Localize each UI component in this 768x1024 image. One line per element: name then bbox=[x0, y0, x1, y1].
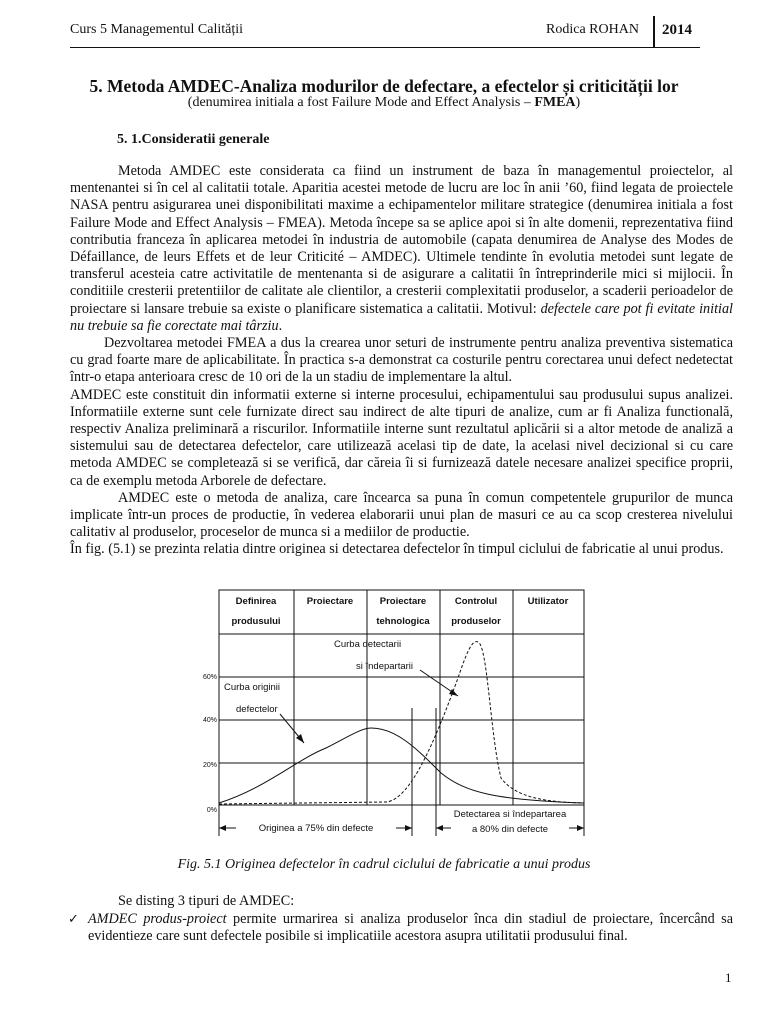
col-4-line1: Controlul bbox=[454, 596, 498, 607]
header-year: 2014 bbox=[662, 22, 692, 38]
checkmark-icon: ✓ bbox=[68, 912, 79, 927]
paragraph-4: AMDEC este o metoda de analiza, care încearca sa puna în comun competentele grupurilor de munca implicate într-un proces de productie, în vederea elaborarii unui plan de masuri ce au ca scop cresterea nivelului calitativ al produselor, proceselor de munca si a mediilor de productie. bbox=[70, 489, 733, 541]
col-4-line2: produselor bbox=[451, 616, 501, 627]
label-detect-line2: si îndepartarii bbox=[356, 661, 414, 672]
label-origin-line1: Curba originii bbox=[224, 682, 280, 693]
types-intro: Se disting 3 tipuri de AMDEC: bbox=[118, 893, 295, 909]
label-detect-line1: Curba detectarii bbox=[334, 639, 402, 650]
col-3-line1: Proiectare bbox=[379, 596, 427, 607]
paragraph-2: Dezvoltarea metodei FMEA a dus la crearea unor seturi de instrumente pentru analiza preventiva sistematica cu grad foarte mare de aplicabilitate. În practica s-a demonstrat ca costurile pentru corectarea unui defect nedetectat într-o etapa anterioara cresc de 10 ori de la un stadiu de implementare la altul. bbox=[70, 335, 733, 386]
page-number: 1 bbox=[725, 970, 732, 985]
label-origin-line2: defectelor bbox=[236, 704, 278, 715]
ytick-0: 0% bbox=[206, 807, 217, 814]
ytick-40: 40% bbox=[202, 717, 217, 724]
body-text bbox=[70, 163, 733, 559]
figure-5-1 bbox=[196, 588, 596, 848]
paragraph-1-text: Metoda AMDEC este considerata ca fiind un instrument de baza în managementul proiectelor, al mentenantei si în cel al calitatii totale. Aparitia acestei metode de lucru are loc în anii ’60, fiind legata de proiectele NASA pentru asigurarea unei disponibilitati maxime a echipamentelor militare strategice (denumirea initiala a fost Failure Mode and Effect Analysis – FMEA). Metoda începe sa se aplice apoi si în alte domenii, reprezentativa fiind contributia franceza în aplicarea metodei în industria de automobile (capata denumirea de Analyse des Modes de Défaillance, de leurs Effets et de leur Criticité – AMDEC). Ultimele tendinte în evolutia metodei sunt legate de transferul acesteia catre activitatile de mentenanta si de asigurare a calitatii în întreprinderile mici si mijlocii. În conditiile cresterii pretentiilor de calitate ale clientilor, a cresterii complexitatii produselor, a scaderii perioadelor de proiectare si lansare trebuie sa existe o planificare sistematica a calitatii. Motivul: bbox=[70, 163, 733, 317]
col-1-line2: produsului bbox=[231, 616, 281, 627]
section-heading: 5. 1.Consideratii generale bbox=[117, 132, 270, 147]
col-3-line2: tehnologica bbox=[376, 616, 430, 627]
header-divider bbox=[653, 16, 655, 48]
ytick-20: 20% bbox=[202, 762, 217, 769]
paragraph-3: AMDEC este constituit din informatii externe si interne procesului, echipamentului sau produsului supus analizei. Informatiile externe sunt cele furnizate direct sau indirect de alte tipuri de analize, cum ar fi Analiza functională, respectiv Analiza preliminară a riscurilor. Informatiile interne sunt rezultatul aplicării si a altor metode de analiză a sistemului sau de detectarea defectelor, care utilizează acelasi tip de date, la acelasi nivel decizional si cu care metoda AMDEC se completează si se verifică, dar căreia îi si furnizează datele necesare analizei specifice proprii, ca de exemplu metoda Arborele de defectare. bbox=[70, 386, 733, 489]
subtitle-suffix: ) bbox=[575, 95, 581, 110]
subtitle-prefix: (denumirea initiala a fost Failure Mode and Effect Analysis – bbox=[187, 95, 535, 110]
paragraph-1-end: . bbox=[278, 317, 283, 334]
defect-origin-chart bbox=[196, 588, 596, 848]
header-author: Rodica ROHAN bbox=[546, 22, 639, 37]
detect-span-left-arrow bbox=[436, 825, 443, 831]
detect-span-right-arrow bbox=[577, 825, 584, 831]
paragraph-5: În fig. (5.1) se prezinta relatia dintre originea si detectarea defectelor în timpul ciclului de fabricatie al unui produs. bbox=[70, 541, 724, 558]
paragraph-1 bbox=[70, 163, 733, 335]
origin-span-right-arrow bbox=[405, 825, 412, 831]
col-1-line1: Definirea bbox=[235, 596, 277, 607]
detect-span-line1: Detectarea si îndepartarea bbox=[453, 809, 567, 820]
bullet-text: permite urmarirea si analiza produselor înca din stadiul de proiectare, încercând sa evidentieze care sunt defectele posibile si implicatiile acestora asupra utilitatii produsului final. bbox=[88, 911, 733, 945]
origin-span-left-arrow bbox=[219, 825, 226, 831]
page-header bbox=[0, 0, 768, 48]
origin-curve bbox=[219, 728, 584, 803]
header-course: Curs 5 Managementul Calității bbox=[70, 22, 244, 37]
header-rule bbox=[70, 47, 700, 48]
ytick-60: 60% bbox=[202, 674, 217, 681]
paragraph-1-italic: defectele care pot fi evitate initial nu trebuie sa fie corectate mai târziu bbox=[70, 300, 733, 334]
origin-span-label: Originea a 75% din defecte bbox=[258, 823, 374, 834]
subtitle-acronym: FMEA bbox=[534, 95, 576, 110]
col-5-line1: Utilizator bbox=[527, 596, 569, 607]
page-subtitle bbox=[0, 95, 768, 111]
figure-caption: Fig. 5.1 Originea defectelor în cadrul ciclului de fabricatie a unui produs bbox=[177, 857, 591, 872]
detect-span-line2: a 80% din defecte bbox=[471, 824, 549, 835]
page-title: 5. Metoda AMDEC-Analiza modurilor de defectare, a efectelor și criticității lor bbox=[89, 76, 679, 96]
bullet-term: AMDEC produs-proiect bbox=[88, 911, 227, 927]
col-2-line1: Proiectare bbox=[306, 596, 354, 607]
bullet-amdec-produs bbox=[68, 911, 733, 945]
